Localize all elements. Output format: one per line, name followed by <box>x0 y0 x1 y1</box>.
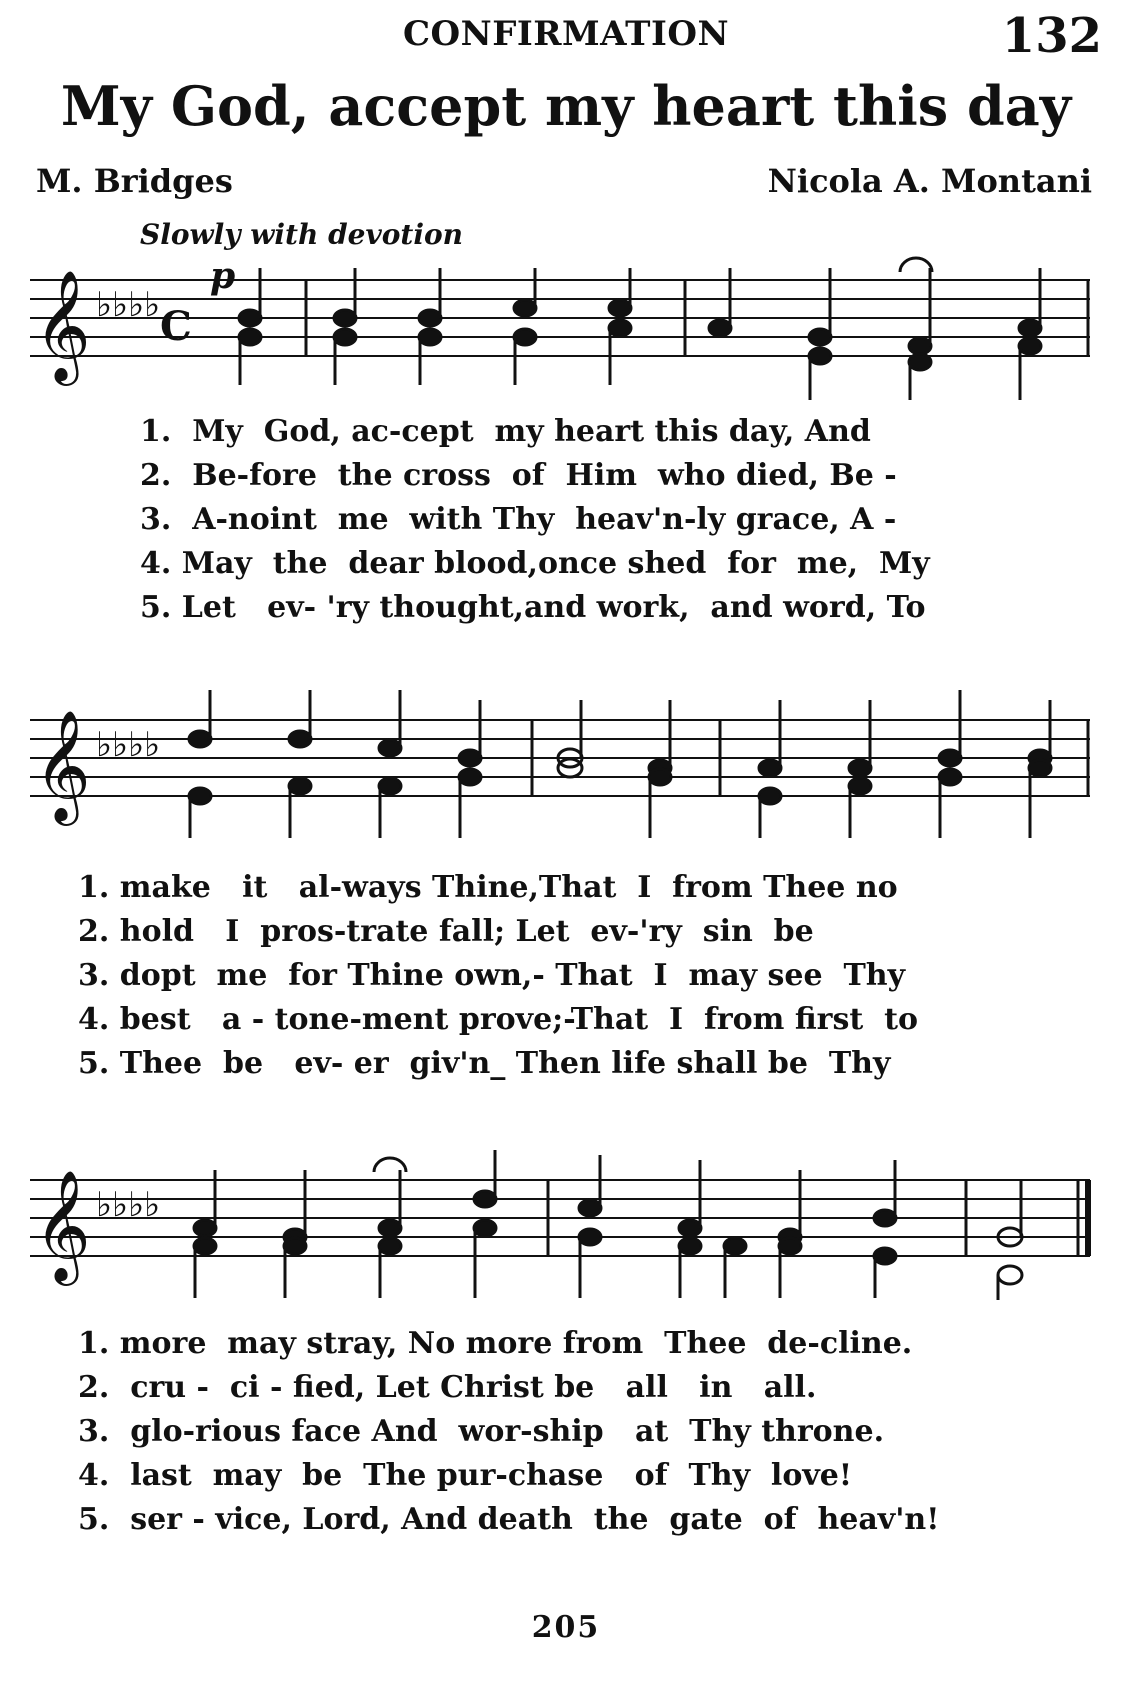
treble-clef-icon: 𝄞 <box>34 709 91 821</box>
key-signature-icon: ♭♭♭♭ <box>96 725 161 765</box>
fermata-icon <box>900 258 932 272</box>
key-signature-icon: ♭♭♭♭ <box>96 1185 161 1225</box>
notes-system-2 <box>189 690 1051 838</box>
music-staff-3 <box>0 1150 1132 1300</box>
verses-system-1 <box>140 410 930 630</box>
verses-system-3 <box>78 1322 939 1542</box>
verse-line: 1. make it al-ways Thine,That I from Thee no <box>78 870 898 905</box>
fermata-icon <box>374 1158 406 1172</box>
verse-line: 5. Let ev- 'ry thought,and work, and word, To <box>140 590 926 625</box>
hymn-title: My God, accept my heart this day <box>60 74 1072 138</box>
music-staff-1 <box>0 250 1132 400</box>
treble-clef-icon: 𝄞 <box>34 269 91 381</box>
music-staff-2 <box>0 690 1132 840</box>
time-signature-icon: C <box>160 303 192 350</box>
tempo-marking: Slowly with devotion <box>140 218 464 251</box>
verse-line: 4. last may be The pur-chase of Thy love! <box>78 1458 853 1493</box>
key-signature-icon: ♭♭♭♭ <box>96 285 161 325</box>
verse-line: 4. May the dear blood,once shed for me, My <box>140 546 930 581</box>
section-title: CONFIRMATION <box>402 14 730 54</box>
verse-line: 2. hold I pros-trate fall; Let ev-'ry sin be <box>78 914 814 949</box>
verse-line: 3. A-noint me with Thy heav'n-ly grace, A - <box>140 502 897 537</box>
composer-credit: Nicola A. Montani <box>767 162 1092 200</box>
verse-line: 1. more may stray, No more from Thee de-cline. <box>78 1326 913 1361</box>
verse-line: 5. Thee be ev- er giv'n_ Then life shall be Thy <box>78 1046 891 1081</box>
verse-line: 5. ser - vice, Lord, And death the gate of heav'n! <box>78 1502 940 1537</box>
verse-line: 3. glo-rious face And wor-ship at Thy throne. <box>78 1414 885 1449</box>
verse-line: 2. cru - ci - fied, Let Christ be all in all. <box>78 1370 817 1405</box>
hymn-number: 132 <box>1001 8 1102 64</box>
notes-system-3 <box>194 1150 1022 1300</box>
dynamic-marking: p <box>210 255 236 297</box>
page-number: 205 <box>531 1610 601 1645</box>
verse-line: 4. best a - tone-ment prove;-That I from first to <box>78 1002 918 1037</box>
author-credit: M. Bridges <box>36 162 233 200</box>
notes-system-1 <box>239 268 1041 400</box>
verse-line: 2. Be-fore the cross of Him who died, Be - <box>140 458 897 493</box>
verses-system-2 <box>78 866 918 1086</box>
verse-line: 3. dopt me for Thine own,- That I may see Thy <box>78 958 906 993</box>
verse-line: 1. My God, ac-cept my heart this day, And <box>140 414 871 449</box>
treble-clef-icon: 𝄞 <box>34 1169 91 1281</box>
